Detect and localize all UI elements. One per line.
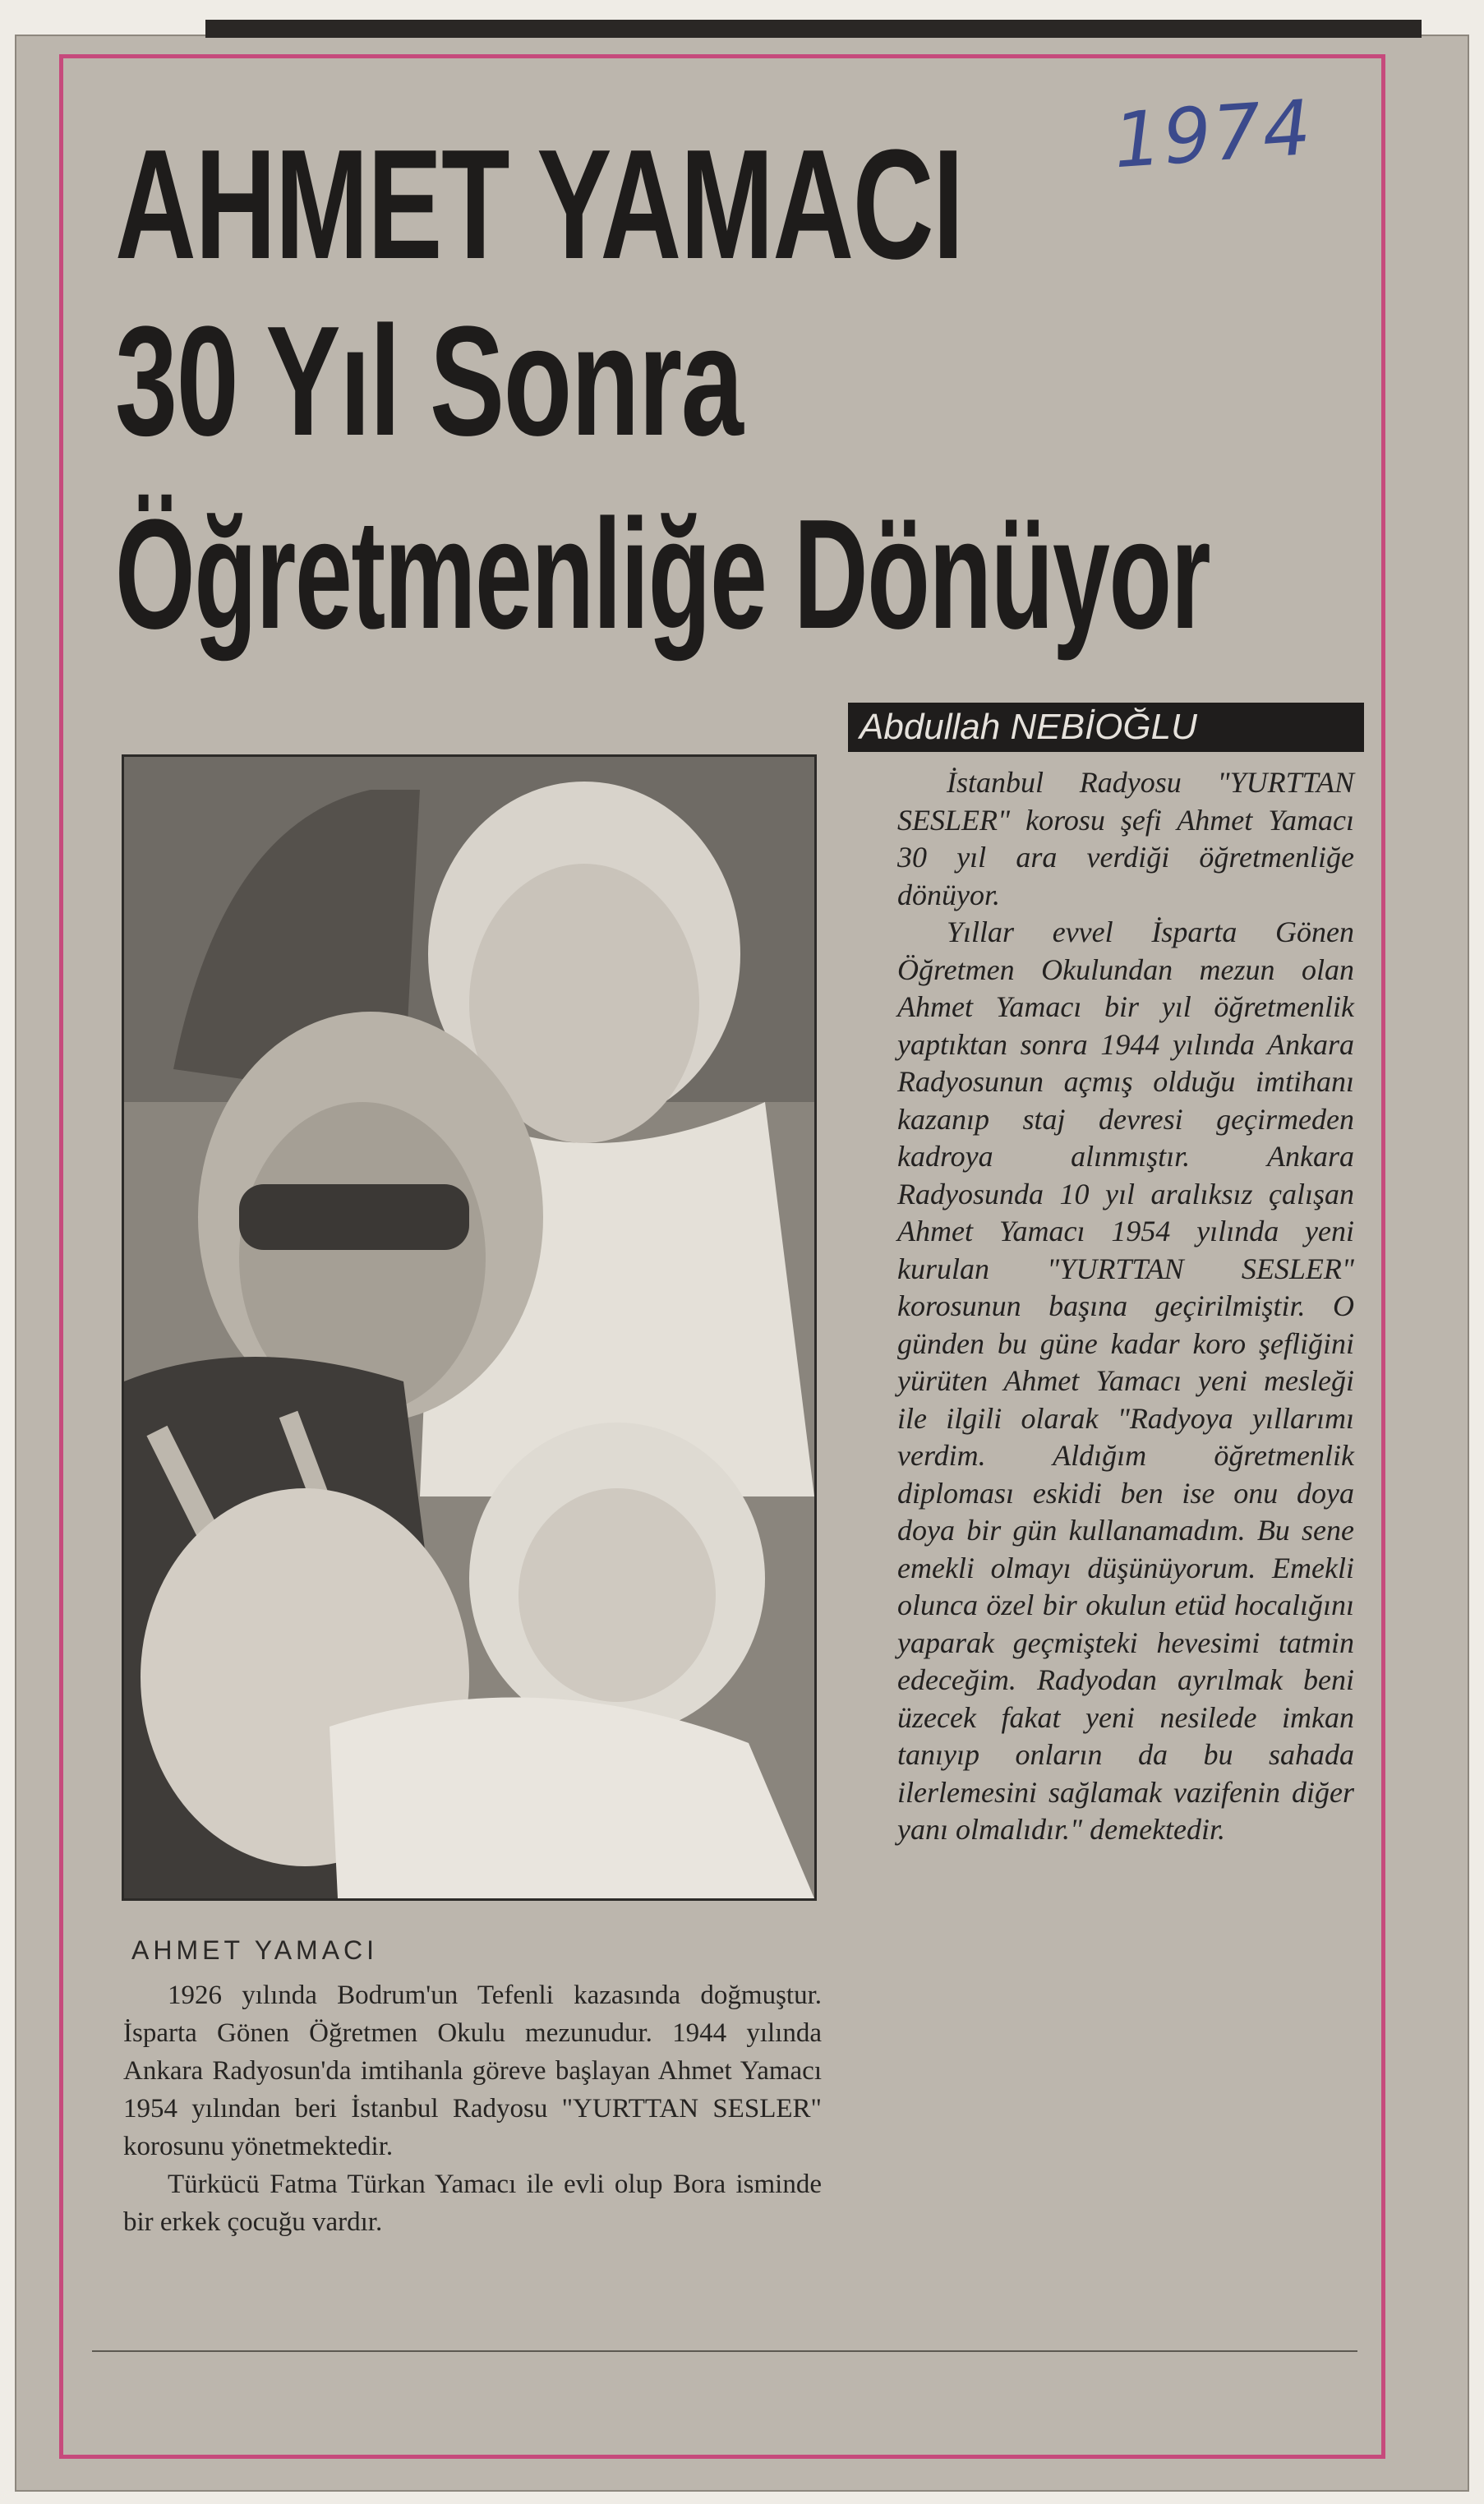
caption-paragraph: Türkücü Fatma Türkan Yamacı ile evli olup Bora isminde bir erkek çocuğu vardır. xyxy=(123,2170,822,2237)
headline-line-2: 30 Yıl Sonra xyxy=(115,294,743,468)
photo-illustration xyxy=(124,757,814,1898)
torn-edge-mark xyxy=(205,20,1422,38)
byline: Abdullah NEBİOĞLU xyxy=(848,703,1364,752)
article-body xyxy=(897,764,1354,1849)
caption-paragraph: 1926 yılında Bodrum'un Tefenli kazasında doğmuştur. İsparta Gönen Öğretmen Okulu mezunudur. 1944 yılında Ankara Radyosun'da imtihanla göreve başlayan Ahmet Yamacı 1954 yılından beri İstanbul Radyosu "YURTTAN SESLER" korosunu yönetmektedir. xyxy=(123,1981,822,2161)
family-photo xyxy=(122,754,817,1901)
headline-line-3: Öğretmenliğe Dönüyor xyxy=(115,487,1210,662)
handwritten-year-note: 1974 xyxy=(1110,83,1316,186)
photo-caption-body xyxy=(123,1976,822,2241)
headline-line-1: AHMET YAMACI xyxy=(115,118,963,292)
photo-caption-title: AHMET YAMACI xyxy=(131,1935,379,1965)
bottom-rule xyxy=(92,2350,1357,2352)
article-paragraph: İstanbul Radyosu "YURTTAN SESLER" korosu şefi Ahmet Yamacı 30 yıl ara verdiği öğretmenliğe dönüyor. xyxy=(897,766,1354,911)
article-paragraph: Yıllar evvel İsparta Gönen Öğretmen Okulundan mezun olan Ahmet Yamacı bir yıl öğretmenlik yaptıktan sonra 1944 yılında Ankara Radyosunun açmış olduğu imtihanı kazanıp staj devresi geçirmeden kadroya alınmıştır. Ankara Radyosunda 10 yıl aralıksız çalışan Ahmet Yamacı 1954 yılında yeni kurulan "YURTTAN SESLER" korosunun başına geçirilmiştir. O günden bu güne kadar koro şefliğini yürüten Ahmet Yamacı yeni mesleği ile ilgili olarak "Radyoya yıllarımı verdim. Aldığım öğretmenlik diploması eskidi ben ise onu doya doya bir gün kullanamadım. Bu sene emekli olmayı düşünüyorum. Emekli olunca özel bir okulun etüd hocalığını yaparak geçmişteki hevesimi tatmin edeceğim. Radyodan ayrılmak beni üzecek fakat yeni nesilede imkan tanıyıp onların da bu sahada ilerlemesini sağlamak vazifenin diğer yanı olmalıdır." demektedir. xyxy=(897,915,1354,1846)
